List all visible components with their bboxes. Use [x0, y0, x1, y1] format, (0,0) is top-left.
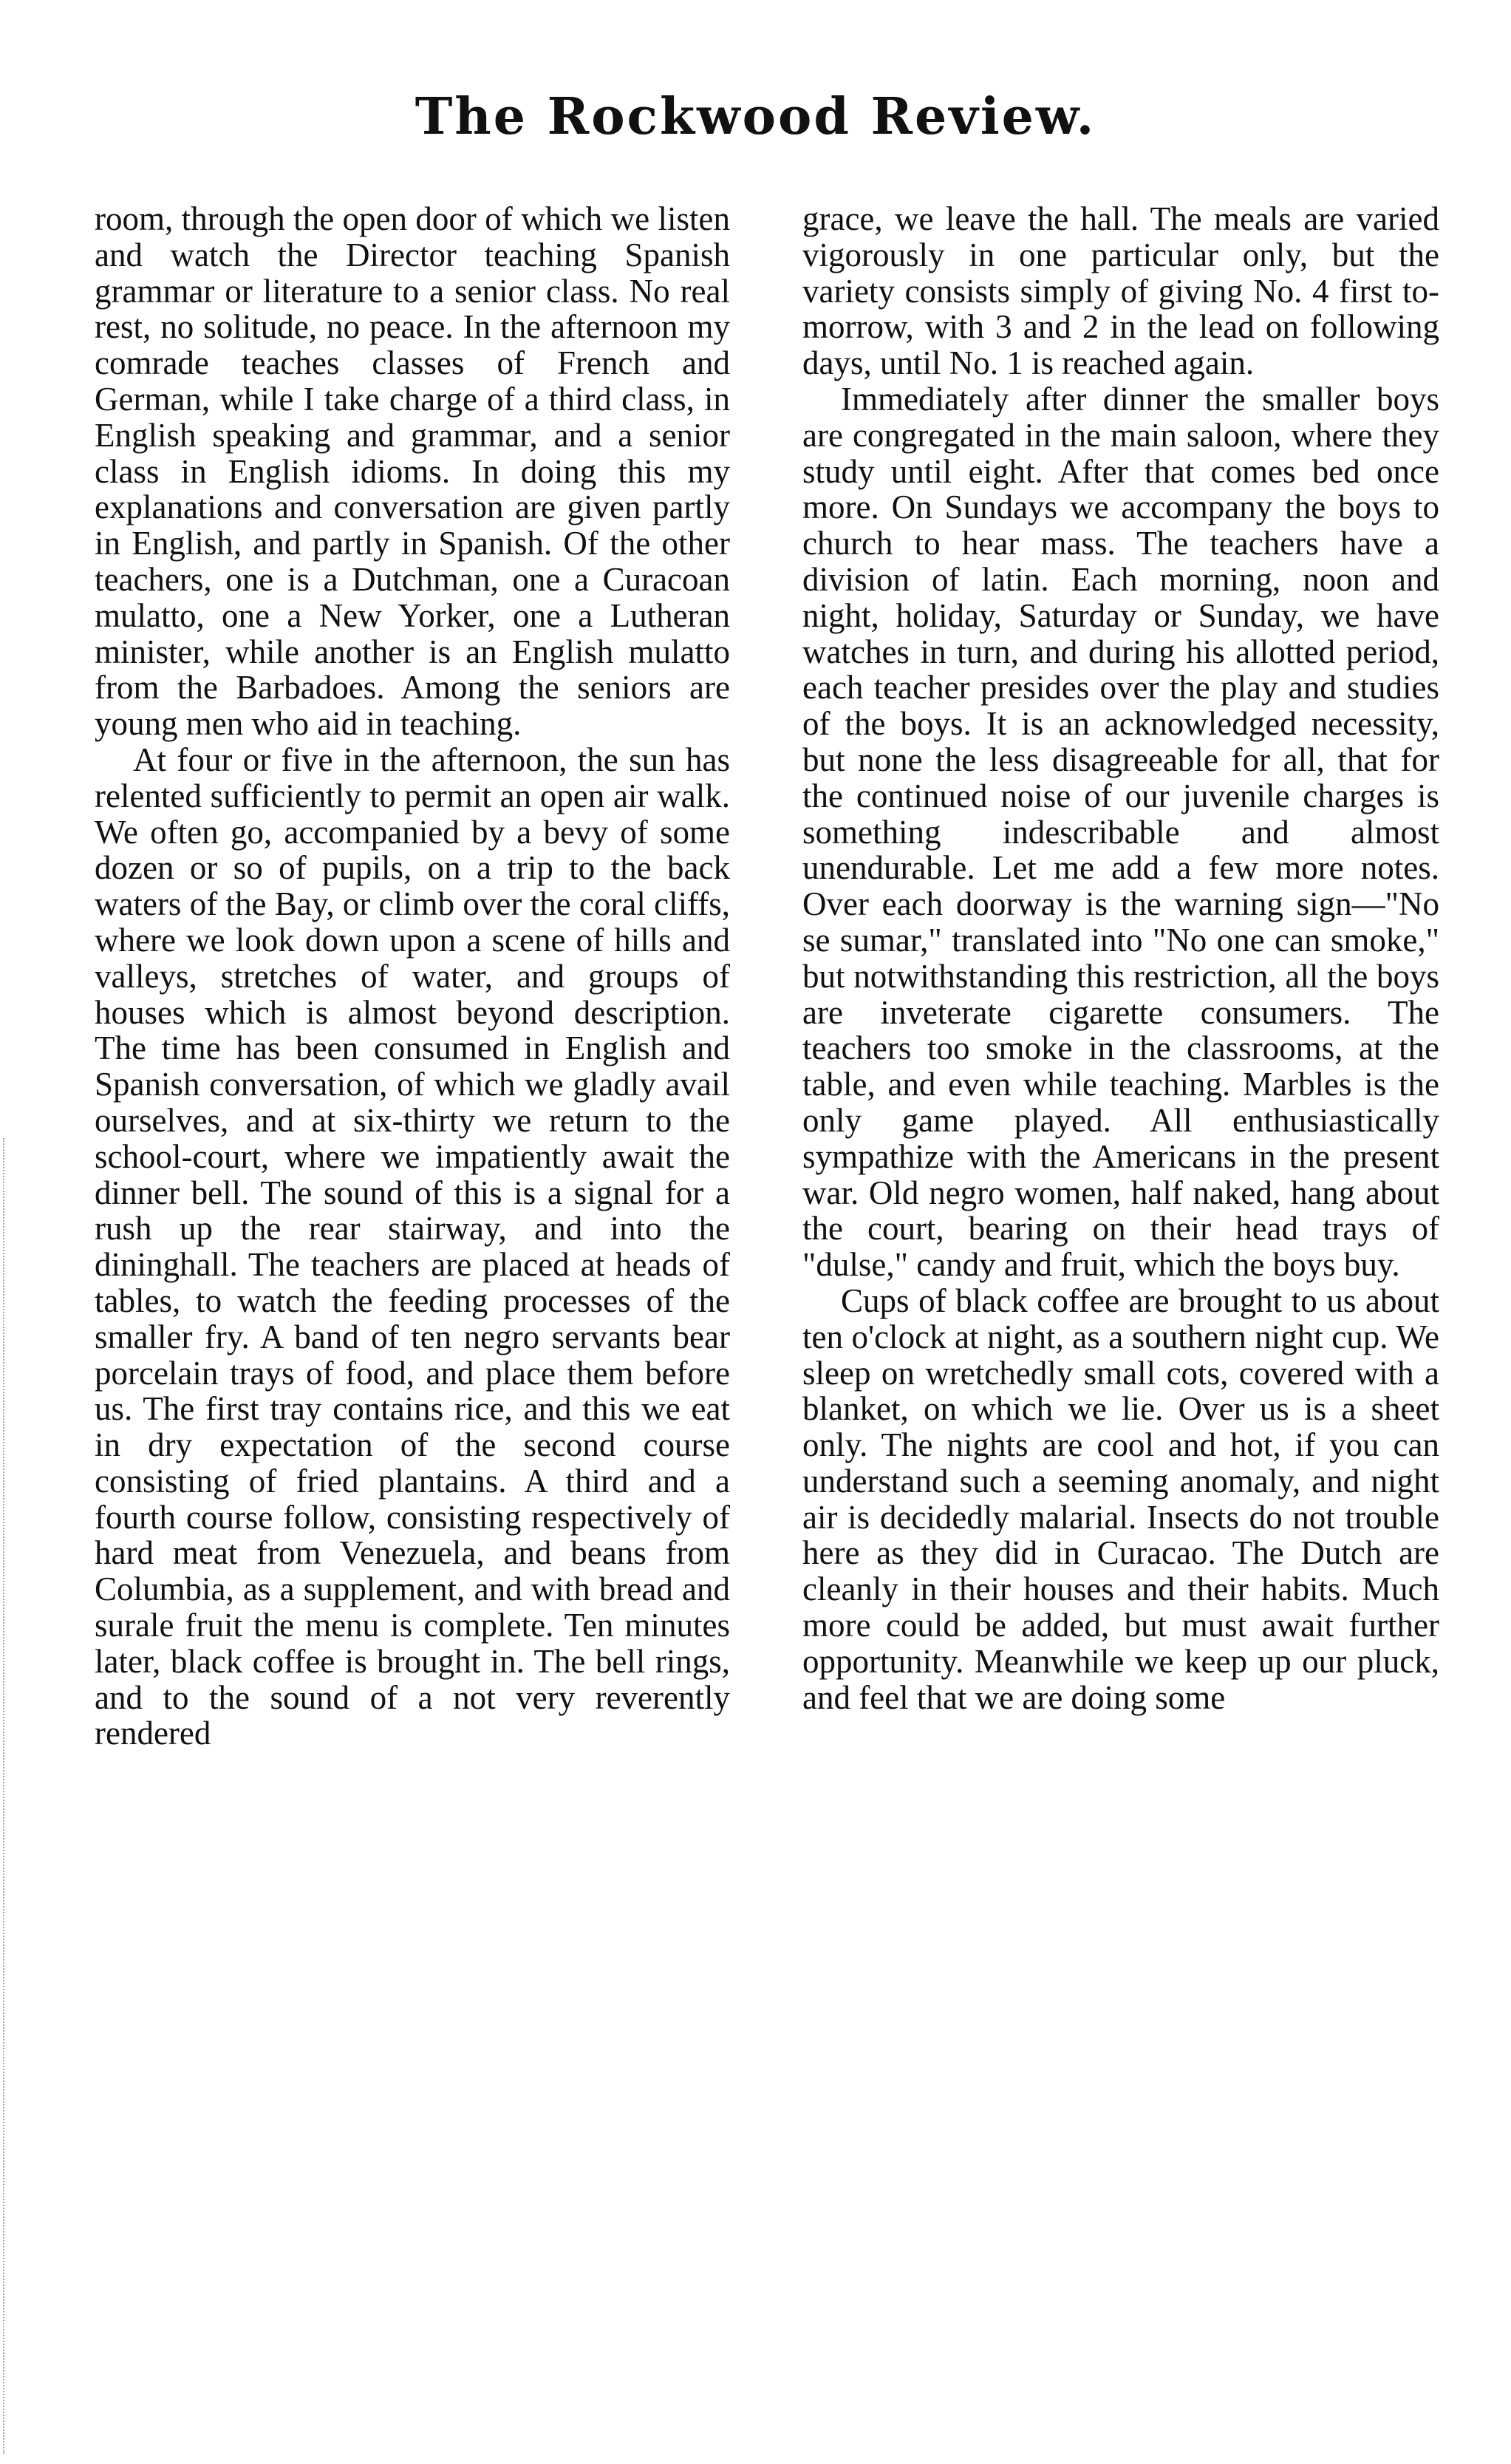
- right-paragraph-1: grace, we leave the hall. The meals are varied vigorously in one particular only, but the variety consists simply of giving No. 4 first to-morrow, with 3 and 2 in the lead on following days, until No. 1 is reached again.: [802, 200, 1439, 382]
- page-header-title: The Rockwood Review.: [415, 87, 1096, 146]
- left-text-column: [95, 201, 730, 1752]
- page-edge-scan-marks: [3, 1138, 13, 2454]
- right-paragraph-2: Immediately after dinner the smaller boys are congregated in the main saloon, where they study until eight. After that comes bed once more. On Sundays we accompany the boys to church to hear mass. The teachers have a division of latin. Each morning, noon and night, holiday, Saturday or Sunday, we have watches in turn, and during his allotted period, each teacher presides over the play and studies of the boys. It is an acknowledged necessity, but none the less disagreeable for all, that for the continued noise of our juvenile charges is something indescribable and almost unendurable. Let me add a few more notes. Over each doorway is the warning sign—"No se sumar," translated into "No one can smoke," but notwithstanding this restriction, all the boys are inveterate cigarette consumers. The teachers too smoke in the classrooms, at the table, and even while teaching. Marbles is the only game played. All enthusiastically sympathize with the Americans in the present war. Old negro women, half naked, hang about the court, bearing on their head trays of "dulse," candy and fruit, which the boys buy.: [802, 380, 1439, 1284]
- left-paragraph-1: room, through the open door of which we listen and watch the Director teaching Spanish grammar or literature to a senior class. No real rest, no solitude, no peace. In the afternoon my comrade teaches classes of French and German, while I take charge of a third class, in English speaking and grammar, and a senior class in English idioms. In doing this my explanations and conversation are given partly in English, and partly in Spanish. Of the other teachers, one is a Dutchman, one a Curacoan mulatto, one a New Yorker, one a Lutheran minister, while another is an English mulatto from the Barbadoes. Among the seniors are young men who aid in teaching.: [95, 200, 730, 743]
- right-paragraph-3: Cups of black coffee are brought to us about ten o'clock at night, as a southern night cup. We sleep on wretchedly small cots, covered with a blanket, on which we lie. Over us is a sheet only. The nights are cool and hot, if you can understand such a seeming anomaly, and night air is decidedly malarial. Insects do not trouble here as they did in Curacao. The Dutch are cleanly in their houses and their habits. Much more could be added, but must await further opportunity. Meanwhile we keep up our pluck, and feel that we are doing some: [802, 1282, 1439, 1716]
- left-paragraph-2: At four or five in the afternoon, the sun has relented sufficiently to permit an open air walk. We often go, accompanied by a bevy of some dozen or so of pupils, on a trip to the back waters of the Bay, or climb over the coral cliffs, where we look down upon a scene of hills and valleys, stretches of water, and groups of houses which is almost beyond description. The time has been consumed in English and Spanish conversation, of which we gladly avail ourselves, and at six-thirty we return to the school-court, where we impatiently await the dinner bell. The sound of this is a signal for a rush up the rear stairway, and into the dininghall. The teachers are placed at heads of tables, to watch the feeding processes of the smaller fry. A band of ten negro servants bear porcelain trays of food, and place them before us. The first tray contains rice, and this we eat in dry expectation of the second course consisting of fried plantains. A third and a fourth course follow, consisting respectively of hard meat from Venezuela, and beans from Columbia, as a supplement, and with bread and surale fruit the menu is complete. Ten minutes later, black coffee is brought in. The bell rings, and to the sound of a not very reverently rendered: [95, 741, 730, 1752]
- right-text-column: [802, 201, 1439, 1715]
